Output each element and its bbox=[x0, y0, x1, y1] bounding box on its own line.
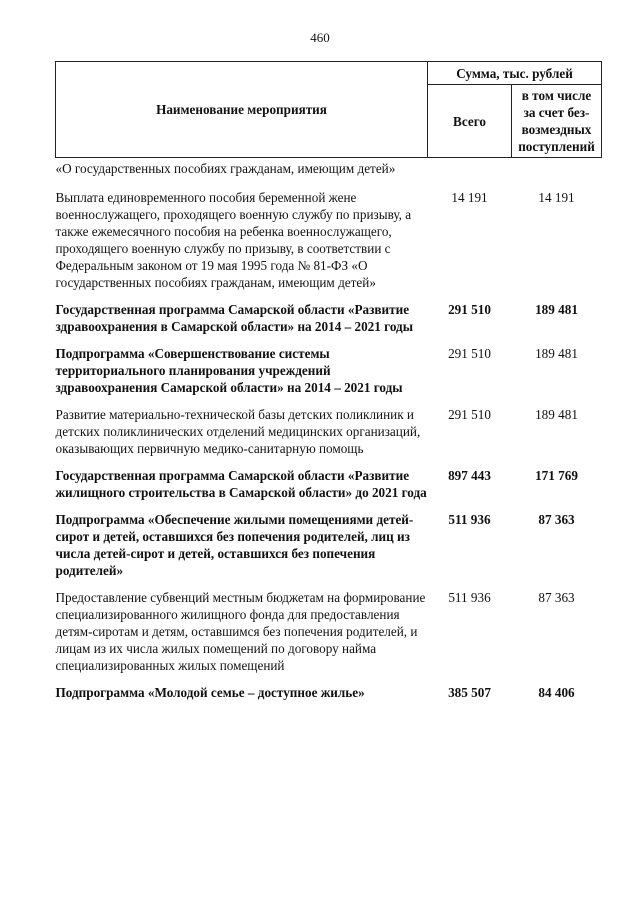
row-total: 14 191 bbox=[451, 190, 488, 205]
table-row bbox=[56, 467, 602, 511]
table-row bbox=[56, 158, 602, 190]
row-total: 511 936 bbox=[448, 590, 491, 605]
table-row bbox=[56, 406, 602, 467]
row-total: 511 936 bbox=[448, 512, 491, 527]
table-row bbox=[56, 345, 602, 406]
row-name: Предоставление субвенций местным бюджетам на формирование специализированного жилищного фонда для предоставления детям-сиротам и детям, оставшимся без попечения родителей, и лицам из их числа жилых помещений по договору найма специализированных жилых помещений bbox=[55, 590, 426, 673]
column-header-sum: Сумма, тыс. рублей bbox=[428, 62, 602, 85]
column-header-name: Наименование мероприятия bbox=[56, 62, 428, 158]
row-free: 87 363 bbox=[538, 590, 575, 605]
budget-table bbox=[55, 61, 602, 701]
row-total bbox=[428, 158, 512, 190]
column-header-total: Всего bbox=[428, 85, 512, 158]
table-row bbox=[56, 301, 602, 345]
row-free: 189 481 bbox=[535, 302, 578, 317]
row-name: Государственная программа Самарской области «Развитие здравоохранения в Самарской области» на 2014 – 2021 годы bbox=[55, 302, 414, 334]
row-free: 87 363 bbox=[538, 512, 575, 527]
row-free: 189 481 bbox=[535, 407, 578, 422]
row-total: 291 510 bbox=[448, 407, 491, 422]
table-row bbox=[56, 189, 602, 301]
row-name: Подпрограмма «Обеспечение жилыми помещениями детей-сирот и детей, оставшихся без попечения родителей, лиц из числа детей-сирот и детей, оставшихся без попечения родителей» bbox=[55, 512, 414, 578]
row-free: 171 769 bbox=[535, 468, 578, 483]
row-name: Подпрограмма «Молодой семье – доступное жилье» bbox=[55, 685, 365, 700]
row-name: Подпрограмма «Совершенствование системы территориального планирования учреждений здравоохранения Самарской области» на 2014 – 2021 годы bbox=[55, 346, 403, 395]
row-name: «О государственных пособиях гражданам, имеющим детей» bbox=[55, 161, 396, 176]
table-row bbox=[56, 511, 602, 589]
column-header-free: в том числе за счет без-возмездных поступлений bbox=[512, 85, 602, 158]
row-free: 14 191 bbox=[538, 190, 575, 205]
table-header bbox=[56, 62, 602, 158]
row-free: 84 406 bbox=[538, 685, 575, 700]
row-total: 291 510 bbox=[448, 302, 491, 317]
row-total: 291 510 bbox=[448, 346, 491, 361]
row-name: Выплата единовременного пособия беременной жене военнослужащего, проходящего военную службу по призыву, а также ежемесячного пособия на ребенка военнослужащего, проходящего военную службу по призыву, в соответствии с Федеральным законом от 19 мая 1995 года № 81-ФЗ «О государственных пособиях гражданам, имеющим детей» bbox=[55, 190, 412, 290]
row-name: Государственная программа Самарской области «Развитие жилищного строительства в Самарской области» до 2021 года bbox=[55, 468, 427, 500]
row-name: Развитие материально-технической базы детских поликлиник и детских поликлинических отделений медицинских организаций, оказывающих первичную медико-санитарную помощь bbox=[55, 407, 421, 456]
table-row bbox=[56, 684, 602, 701]
table-row bbox=[56, 589, 602, 684]
row-free bbox=[512, 158, 602, 190]
row-total: 385 507 bbox=[448, 685, 491, 700]
row-total: 897 443 bbox=[448, 468, 491, 483]
page-number: 460 bbox=[310, 30, 330, 45]
row-free: 189 481 bbox=[535, 346, 578, 361]
